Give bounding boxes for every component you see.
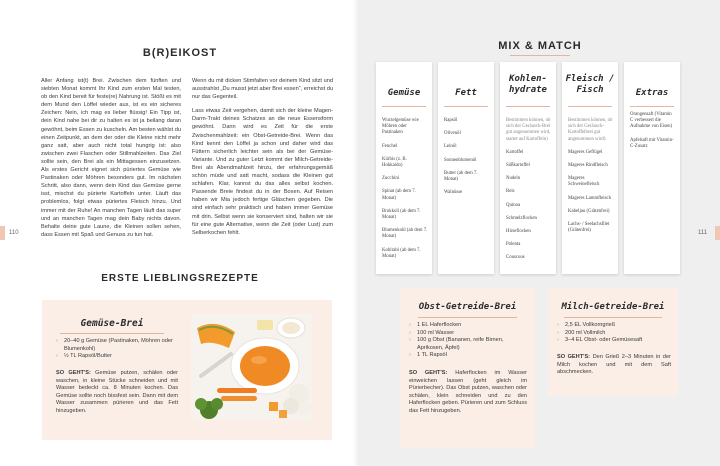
ingredient: › 1 EL Haferflocken — [409, 322, 527, 330]
ingredient: › ½ TL Rapsöl/Butter — [56, 353, 176, 361]
column-header-underline — [630, 106, 674, 107]
how-text: Gemüse putzen, schälen oder waschen, in kleine Stücke schneiden und mit Wasser bedeckt ca. 8 Minuten kochen. Das Gemüse sollte noch bissfest sein. Dann mit dem Wasser zusammen pürieren und das Fett hinzugeben. — [56, 370, 178, 414]
ingredient: › 1 TL Rapsöl — [409, 352, 527, 360]
recipe-title: Milch-Getreide-Brei — [561, 302, 665, 312]
how-text: Haferflocken im Wasser einweichen lassen (geht gleich im Pürierbecher). Das Obst putzen, waschen oder schälen, klein schneiden und zu den Haferflocken geben. Pürieren und zum Schluss das Fett hinzugeben. — [409, 370, 527, 414]
how-label: SO GEHT'S: — [557, 354, 591, 360]
paragraph: Wenn du mit dicken Stimfalten vor deinem Kind sitzt und ausstrahlst „Du musst jetzt aber Brei essen“, erreichst du nur das Gegenteil. — [192, 78, 333, 101]
column-item: Fenchel — [382, 143, 398, 149]
column-item: Schmelzflocken — [506, 215, 537, 221]
page-title: MIX & MATCH — [498, 40, 582, 52]
recipe-title-underline — [60, 333, 164, 334]
column-item: Kürbis (z. B. Hokkaido) — [382, 156, 407, 169]
recipe-card-milch-getreide — [548, 288, 678, 396]
how-label: SO GEHT'S: — [409, 370, 448, 376]
paragraph: Lass etwas Zeit vergehen, damit sich der kleine Magen-Darm-Trakt deines Schatzes an die neue Essensform gewöhnt. Dann wird es Zeit für die erste Zwischenmahlzeit: ein Obst-Getreide-Brei. Wenn das Kind kennt den Löffel ja schon und daher wird das Füttern sicherlich leichter sein als bei der Gemüse-Variante. Und zu guter Letzt kommt der Milch-Getreide-Brei als Abendmahlzeit hinzu, der erfahrungsgemäß schön müde und satt macht, sodass die Kleinen gut schlafen. Klar, kannst du das alles selbst kochen. Passende Breie findest du in der Boxen. Auf Reisen haben wir Mia jedoch fertige Gläschen gegeben. Die sind einfach sehr praktisch und haben immer Gemüse mit drin. Selbst wenn sie konserviert sind, halten wir sie für eine gute Alternative, wenn die Zeit (oder Lust) zum Selberkochen fehlt. — [192, 108, 333, 236]
page-number: 111 — [698, 230, 708, 236]
title-underline — [510, 55, 570, 56]
column-items — [444, 118, 490, 203]
column-item: Mageres Rindfleisch — [568, 163, 608, 169]
ingredient: › 2,5 EL Vollkorngrieß — [557, 322, 671, 330]
column-item: Hirseflocken — [506, 229, 531, 235]
column-header-underline — [568, 106, 612, 107]
column-item: Reis — [506, 189, 515, 195]
column-item: Mageres Geflügel — [568, 149, 603, 155]
column-header: Gemüse — [387, 88, 421, 98]
page-title: B(R)EIKOST — [142, 47, 218, 59]
page-number: 110 — [9, 230, 19, 236]
column-header-underline — [444, 106, 488, 107]
ingredient-list — [409, 322, 527, 360]
column-items — [630, 112, 676, 157]
column-item: Olivenöl — [444, 131, 461, 137]
right-page — [360, 0, 720, 466]
column-header-underline — [506, 106, 550, 107]
column-item: Brokkoli (ab dem 7. Monat) — [382, 208, 421, 221]
column-header: Kohlen- hydrate — [509, 74, 547, 95]
column-item: Butter (ab dem 7. Monat) — [444, 170, 478, 183]
text-column-2 — [192, 77, 333, 243]
ingredient-list — [56, 338, 176, 361]
recipe-instructions — [56, 370, 178, 416]
recipe-instructions — [409, 370, 527, 416]
mix-column-extras — [624, 62, 680, 274]
mix-column-fett — [438, 62, 494, 274]
column-header-underline — [382, 106, 426, 107]
page-tab — [0, 226, 5, 240]
recipe-photo — [191, 314, 312, 420]
column-header: Fett — [455, 88, 477, 98]
page-tab — [715, 226, 720, 240]
column-note: Bestimmen können, ob sich der Geräusch-Kartoffelbrei gut angenommen wird) — [568, 118, 613, 142]
column-item: Walnüsse — [444, 190, 463, 196]
mix-column-kohlenhydrate — [500, 62, 556, 274]
mix-column-fleisch-fisch — [562, 62, 618, 274]
ingredient: › 3–4 EL Obst- oder Gemüsesaft — [557, 337, 671, 345]
recipe-title: Obst-Getreide-Brei — [418, 302, 517, 312]
recipe-instructions — [557, 354, 671, 377]
mix-column-gemuese — [376, 62, 432, 274]
column-item: Sonnenblumenöl — [444, 157, 477, 163]
column-item: Kabeljau (Grätenfrei) — [568, 208, 610, 214]
column-item: Nudeln — [506, 176, 521, 182]
how-text: Den Grieß 2–3 Minuten in der Milch kochen und mit dem Saft abschmecken. — [557, 354, 671, 376]
column-item: Rapsöl — [444, 118, 458, 123]
column-note: Bestimmen können, ob sich der Geräusch-Brei gut angenommen wird, startet auf Kartoffeln) — [506, 118, 551, 142]
ingredient: › 100 g Obst (Bananen, reife Birnen, Aprikosen, Äpfel) — [409, 337, 527, 352]
ingredient-list — [557, 322, 671, 345]
recipe-title: Gemüse-Brei — [80, 318, 144, 329]
column-item: Kohlrabi (ab dem 7. Monat) — [382, 247, 421, 259]
column-item: Quinoa — [506, 202, 521, 208]
column-item: Wurzelgemüse wie Möhren oder Pastinaken — [382, 118, 419, 136]
how-label: SO GEHT'S: — [56, 370, 91, 376]
column-items — [506, 118, 552, 269]
vegetable-puree-illustration — [191, 314, 312, 420]
section-title: ERSTE LIEBLINGSREZEPTE — [101, 273, 259, 284]
column-item: Couscous — [506, 255, 525, 261]
column-item: Apfelsaft mit Vitamin-C-Zusatz — [630, 137, 674, 149]
column-item: Lachs- / Seelachsfilet (Grätenfrei) — [568, 222, 610, 234]
column-item: Orangensaft (Vitamin C verbessert die Aufnahme von Eisen) — [630, 112, 673, 130]
column-items — [568, 118, 614, 241]
ingredient: › 20–40 g Gemüse (Pastinaken, Möhren oder Blumenkohl) — [56, 338, 176, 353]
column-items — [382, 118, 428, 267]
column-item: Süßkartoffel — [506, 163, 530, 169]
ingredient: › 200 ml Vollmilch — [557, 330, 671, 338]
recipe-title-underline — [564, 317, 662, 318]
column-item: Leinöl — [444, 144, 457, 150]
paragraph: Aller Anfang ist(t) Brei. Zwischen dem fünften und siebten Monat kommt Ihr Kind zum ersten Mal testen, ob den Kind bereit für feste(re) Nahrung ist. Stößt es mit dem Mund den Löffel wieder aus, ist es ein sicheres Zeichen: Nein, ich mag es lieber flüssig! Ein Tipp ist, dein Kind nahe bei dir zu halten es ist ja beilang daran gewöhnt, beim Essen zu kuscheln. Am besten wählst du einen Zeitpunkt, an dem der oder die Kleine nicht mehr ganz satt, aber auch nicht total hungrig ist: also zwischen zwei Flaschen oder Stillmahlzeiten. Das Ziel sollte sein, den Brei als ein Mittagessen einzusetzen. Als erstes Gericht eignet sich püriertes Gemüse wie Pastinaken oder Möhren besonders gut. Im nächsten Schritt, also dann, wenn dein Kind das Gemüse gerne isst, mischst du pürierte Kartoffeln unter. Läuft das problemlos, folgt etwas püriertes Fleisch hinzu. Und immer mit der Ruhe! An manchen Tagen läuft das super und an manchen Tagen mag dein Baby nichts davon. Behalte deine gute Laune, die Kleinen sollen sehen, dass Essen mit Spaß und Genuss zu tun hat. — [41, 78, 181, 238]
recipe-title-underline — [418, 317, 517, 318]
column-item: Kartoffel — [506, 149, 524, 155]
ingredient: › 100 ml Wasser — [409, 330, 527, 338]
column-item: Zucchini — [382, 176, 400, 182]
column-item: Mageres Lammfleisch — [568, 195, 612, 201]
column-header: Fleisch / Fisch — [565, 74, 615, 95]
column-item: Blumenkohl (ab dem 7. Monat) — [382, 228, 428, 240]
text-column-1 — [41, 77, 181, 245]
column-item: Spinat (ab dem 7. Monat) — [382, 189, 416, 201]
recipe-card-obst-getreide — [400, 288, 535, 448]
column-item: Mageres Schweinefleisch — [568, 176, 600, 188]
column-item: Polenta — [506, 242, 521, 248]
column-header: Extras — [635, 88, 669, 98]
